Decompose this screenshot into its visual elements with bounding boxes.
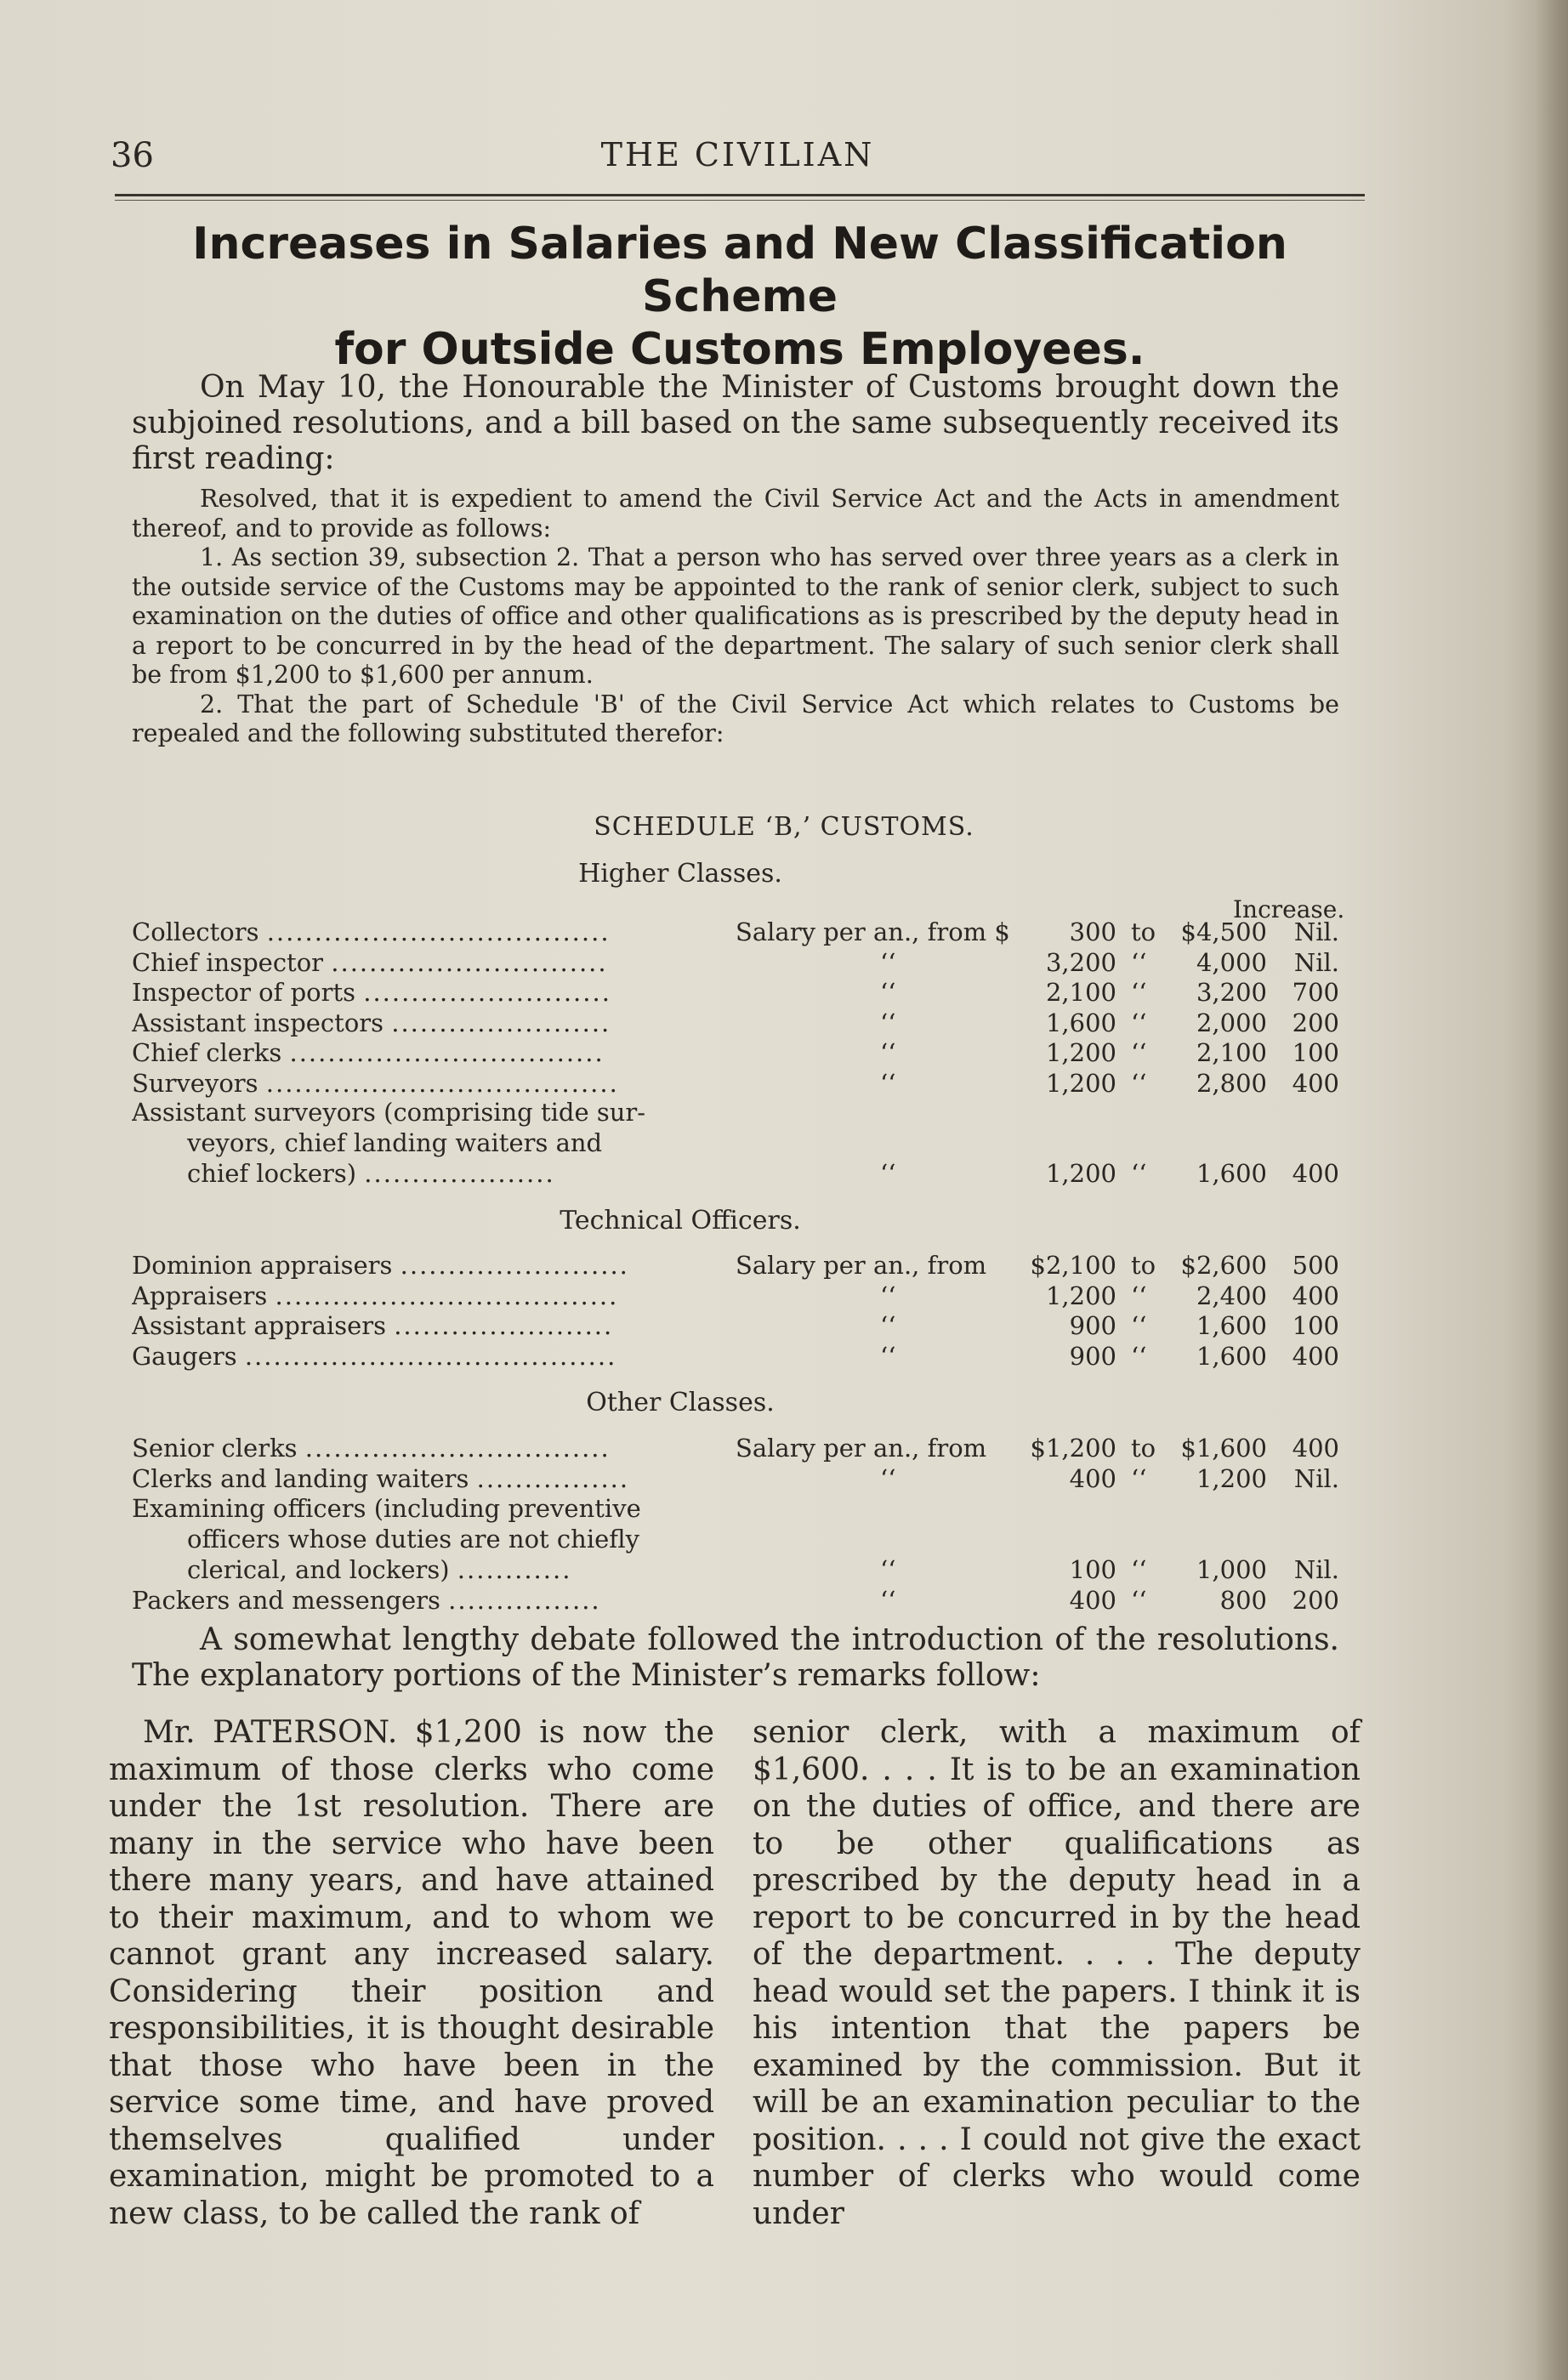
- table-row: [132, 1068, 1339, 1099]
- table-row: clerical, and lockers) ............ ‘‘ 100 ‘‘ 1,000 Nil.: [187, 1555, 1339, 1584]
- row-increase: Nil.: [1293, 1463, 1339, 1493]
- row-rate: Salary per an., from: [736, 1434, 987, 1463]
- row-rate: ‘‘: [880, 1281, 896, 1310]
- row-to-word: ‘‘: [1131, 1068, 1147, 1098]
- row-name: Collectors ....................................: [132, 917, 611, 946]
- row-name: Gaugers .......................................: [132, 1341, 617, 1371]
- resolution-p2: 1. As section 39, subsection 2. That a person who has served over three years as a clerk in the outside service of the Customs may be appointed to the rank of senior clerk, subject to such examination on the duties of office and other qualifications as is prescribed by the deputy head in a report to be concurred in by the head of the department. The salary of such senior clerk shall be from $1,200 to $1,600 per annum.: [132, 543, 1339, 689]
- row-to: $4,500: [1180, 917, 1267, 946]
- row-rate: ‘‘: [880, 1008, 896, 1037]
- row-from: 300: [1069, 917, 1116, 946]
- row-rate: ‘‘: [880, 947, 896, 977]
- row-to: $1,600: [1180, 1434, 1267, 1463]
- row-to: 1,600: [1196, 1341, 1267, 1371]
- table-row: Assistant surveyors (comprising tide sur-: [132, 1098, 646, 1127]
- row-rate: ‘‘: [880, 1311, 896, 1340]
- row-name: Chief inspector .............................: [132, 947, 608, 977]
- row-rate: Salary per an., from $: [736, 917, 1010, 946]
- row-increase: 100: [1292, 1038, 1339, 1067]
- masthead: THE CIVILIAN: [600, 136, 875, 173]
- row-to-word: ‘‘: [1131, 947, 1147, 977]
- header-rule: [115, 194, 1365, 196]
- row-from: 1,600: [1045, 1008, 1116, 1037]
- row-from: 2,100: [1045, 978, 1116, 1007]
- row-increase: 500: [1292, 1251, 1339, 1280]
- intro-paragraph: [132, 370, 1339, 477]
- row-increase: Nil.: [1293, 947, 1339, 977]
- table-row: [132, 1463, 1339, 1494]
- row-to-word: to: [1131, 917, 1156, 946]
- row-increase: 100: [1292, 1311, 1339, 1340]
- row-name: Assistant appraisers .......................: [132, 1311, 614, 1340]
- row-rate: ‘‘: [880, 1038, 896, 1067]
- page-number: 36: [111, 136, 154, 175]
- debate-paragraph: [132, 1622, 1339, 1694]
- technical-officers-heading: Technical Officers.: [560, 1206, 801, 1235]
- increase-header: Increase.: [1233, 895, 1345, 923]
- table-row: [132, 947, 1339, 978]
- table-row: [132, 1008, 1339, 1038]
- row-name: Clerks and landing waiters ................: [132, 1463, 630, 1493]
- table-row: Packers and messengers ................ ‘‘ 400 ‘‘ 800 200: [132, 1586, 1339, 1615]
- row-to: 2,800: [1196, 1068, 1267, 1098]
- title-line-1: Increases in Salaries and New Classification Scheme: [192, 219, 1287, 322]
- row-from: $2,100: [1030, 1251, 1116, 1280]
- intro-text: On May 10, the Honourable the Minister of Customs brought down the subjoined resolutions, and a bill based on the same subsequently received its first reading:: [132, 370, 1339, 476]
- row-from: 1,200: [1045, 1281, 1116, 1310]
- row-rate: ‘‘: [880, 978, 896, 1007]
- row-rate: ‘‘: [880, 1341, 896, 1371]
- debate-text: A somewhat lengthy debate followed the introduction of the resolutions. The explanatory portions of the Minister’s remarks follow:: [132, 1622, 1339, 1693]
- other-classes-heading: Other Classes.: [586, 1388, 775, 1417]
- row-from: 1,200: [1045, 1038, 1116, 1067]
- row-to: 4,000: [1196, 947, 1267, 977]
- row-name: Inspector of ports ..........................: [132, 978, 611, 1007]
- row-to-word: ‘‘: [1131, 1008, 1147, 1037]
- row-from: 900: [1069, 1311, 1116, 1340]
- row-rate: Salary per an., from: [736, 1251, 987, 1280]
- row-name: Assistant inspectors .......................: [132, 1008, 611, 1037]
- right-column-text: senior clerk, with a maximum of $1,600. . . . It is to be an examination on the duties of office, and there are to be other qualifications as prescribed by the deputy head in a report to be concurred in by the head of the department. . . . The deputy head would set the papers. I think it is his intention that the papers be examined by the commission. But it will be an examination peculiar to the position. . . . I could not give the exact number of clerks who would come under: [753, 1715, 1361, 2231]
- row-to-word: to: [1131, 1251, 1156, 1280]
- row-increase: 400: [1292, 1068, 1339, 1098]
- row-to: 1,200: [1196, 1463, 1267, 1493]
- table-row: [132, 977, 1339, 1008]
- row-to-word: ‘‘: [1131, 1311, 1147, 1340]
- row-to: 2,400: [1196, 1281, 1267, 1310]
- page-edge-shadow: [1536, 0, 1568, 2380]
- row-to-word: ‘‘: [1131, 1463, 1147, 1493]
- table-row: [132, 1341, 1339, 1372]
- table-row: chief lockers) .................... ‘‘ 1,200 ‘‘ 1,600 400: [187, 1159, 1339, 1188]
- row-name: Dominion appraisers ........................: [132, 1251, 629, 1280]
- header-rule-thin: [115, 200, 1365, 201]
- table-row: [132, 917, 1339, 947]
- row-to-word: ‘‘: [1131, 978, 1147, 1007]
- row-increase: 200: [1292, 1008, 1339, 1037]
- row-name: Senior clerks ................................: [132, 1434, 611, 1463]
- row-increase: 700: [1292, 978, 1339, 1007]
- row-name: Chief clerks .................................: [132, 1038, 605, 1067]
- row-to-word: to: [1131, 1434, 1156, 1463]
- row-continuation: veyors, chief landing waiters and: [187, 1128, 603, 1157]
- resolution-text: [132, 485, 1339, 749]
- table-row: [132, 1037, 1339, 1068]
- table-row: [132, 1281, 1339, 1311]
- row-rate: ‘‘: [880, 1463, 896, 1493]
- right-column: [753, 1714, 1361, 2232]
- row-name: Surveyors .....................................: [132, 1068, 619, 1098]
- row-name: Appraisers ....................................: [132, 1281, 619, 1310]
- row-to: 2,000: [1196, 1008, 1267, 1037]
- row-to: 2,100: [1196, 1038, 1267, 1067]
- left-column: [109, 1714, 714, 2232]
- row-to: 3,200: [1196, 978, 1267, 1007]
- row-increase: 400: [1292, 1434, 1339, 1463]
- resolution-p3: 2. That the part of Schedule 'B' of the Civil Service Act which relates to Customs be repealed and the following substituted therefor:: [132, 690, 1339, 747]
- row-from: 3,200: [1045, 947, 1116, 977]
- higher-classes-heading: Higher Classes.: [578, 859, 782, 889]
- row-from: 400: [1069, 1463, 1116, 1493]
- row-from: $1,200: [1030, 1434, 1116, 1463]
- title-line-2: for Outside Customs Employees.: [334, 324, 1145, 375]
- row-from: 900: [1069, 1341, 1116, 1371]
- row-continuation: officers whose duties are not chiefly: [187, 1525, 639, 1554]
- page-header: [111, 136, 1365, 187]
- row-increase: 400: [1292, 1281, 1339, 1310]
- row-rate: ‘‘: [880, 1068, 896, 1098]
- table-row: [132, 1250, 1339, 1281]
- row-to: 1,600: [1196, 1311, 1267, 1340]
- row-increase: 400: [1292, 1341, 1339, 1371]
- row-to: $2,600: [1180, 1251, 1267, 1280]
- table-row: [132, 1433, 1339, 1463]
- row-to-word: ‘‘: [1131, 1281, 1147, 1310]
- row-to-word: ‘‘: [1131, 1038, 1147, 1067]
- resolution-p1: Resolved, that it is expedient to amend the Civil Service Act and the Acts in amendment thereof, and to provide as follows:: [132, 485, 1339, 542]
- article-title: [111, 218, 1369, 376]
- schedule-title: SCHEDULE ‘B,’ CUSTOMS.: [594, 812, 974, 842]
- left-column-text: Mr. PATERSON. $1,200 is now the maximum of those clerks who come under the 1st resolution. There are many in the service who have been there many years, and have attained to their maximum, and to whom we cannot grant any increased salary. Considering their position and responsibilities, it is thought desirable that those who have been in the service some time, and have proved themselves qualified under examination, might be promoted to a new class, to be called the rank of: [109, 1715, 714, 2231]
- table-row: Examining officers (including preventive: [132, 1494, 641, 1523]
- table-row: [132, 1310, 1339, 1341]
- row-from: 1,200: [1045, 1068, 1116, 1098]
- row-increase: Nil.: [1293, 917, 1339, 946]
- row-to-word: ‘‘: [1131, 1341, 1147, 1371]
